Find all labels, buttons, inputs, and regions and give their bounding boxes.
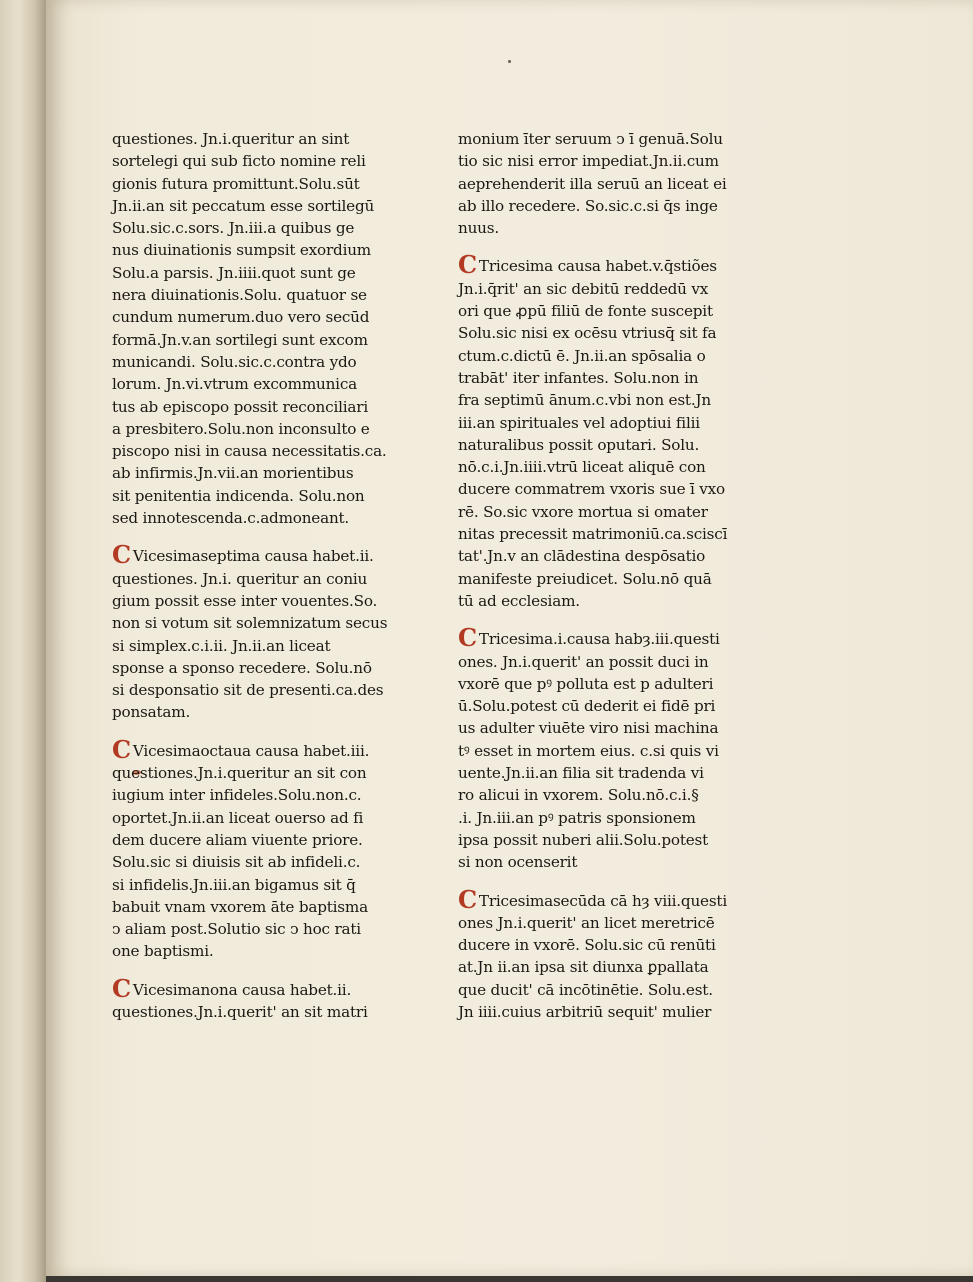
text-line [112, 262, 412, 284]
line-text: ↄ aliam post.Solutio sic ↄ hoc rati [112, 920, 361, 939]
text-line [112, 701, 412, 723]
red-initial-capital: C [112, 734, 131, 764]
text-line [458, 912, 758, 934]
line-text: uente.Jn.ii.an filia sit tradenda vi [458, 764, 704, 783]
text-line [458, 807, 758, 829]
text-line [112, 507, 412, 529]
line-text: babuit vnam vxorem āte baptisma [112, 897, 368, 916]
text-line [458, 851, 758, 873]
text-line [458, 217, 758, 239]
text-line [458, 784, 758, 806]
text-line [112, 217, 412, 239]
text-line [112, 896, 412, 918]
text-line [112, 829, 412, 851]
line-text: nitas precessit matrimoniū.ca.sciscī [458, 525, 728, 544]
right-text-column [458, 128, 758, 1039]
text-line [458, 501, 758, 523]
line-text: tat'.Jn.v an clādestina despōsatio [458, 547, 706, 566]
red-initial-capital: C [112, 973, 131, 1003]
line-text: monium īter seruum ↄ ī genuā.Solu [458, 130, 723, 148]
line-text: nera diuinationis.Solu. quatuor se [112, 286, 367, 305]
text-line [112, 940, 412, 962]
line-text: non si votum sit solemnizatum secus [112, 614, 388, 633]
text-line [458, 128, 758, 150]
text-paragraph [112, 734, 412, 963]
line-text: ab illo recedere. So.sic.c.si q̄s inge [458, 196, 718, 215]
text-line [458, 623, 758, 653]
text-line [458, 150, 758, 172]
red-initial-capital: C [458, 623, 477, 653]
line-text: aeprehenderit illa seruū an liceat ei [458, 174, 727, 193]
line-text: questiones.Jn.i.querit' an sit matri [112, 1002, 368, 1021]
line-text: one baptismi. [112, 942, 214, 961]
text-line [112, 657, 412, 679]
text-line [458, 389, 758, 411]
line-text: fra septimū ānum.c.vbi non est.Jn [458, 391, 711, 410]
line-text: a presbitero.Solu.non inconsulto e [112, 419, 370, 438]
line-text: Solu.sic nisi ex ocēsu vtriusq̄ sit fa [458, 324, 717, 343]
text-line [458, 345, 758, 367]
line-text: us adulter viuēte viro nisi machina [458, 719, 719, 738]
line-text: rē. So.sic vxore mortua si omater [458, 502, 708, 521]
line-text: si simplex.c.i.ii. Jn.ii.an liceat [112, 636, 331, 655]
text-line [112, 973, 412, 1003]
text-line [458, 173, 758, 195]
line-text: tio sic nisi error impediat.Jn.ii.cum [458, 152, 719, 171]
text-line [112, 485, 412, 507]
text-line [112, 874, 412, 896]
text-line [112, 373, 412, 395]
text-line [112, 807, 412, 829]
text-line [458, 322, 758, 344]
line-text: que ducit' cā incōtinētie. Solu.est. [458, 980, 713, 999]
line-text: ones Jn.i.querit' an licet meretricē [458, 913, 715, 932]
text-line [458, 412, 758, 434]
text-line [112, 784, 412, 806]
line-text: ducere commatrem vxoris sue ī vxo [458, 480, 725, 499]
left-text-column [112, 128, 412, 1039]
line-text: Jn.ii.an sit peccatum esse sortilegū [112, 196, 375, 215]
text-line [458, 673, 758, 695]
text-line [112, 306, 412, 328]
line-text: nō.c.i.Jn.iiii.vtrū liceat aliquē con [458, 458, 706, 477]
line-text: tus ab episcopo possit reconciliari [112, 397, 368, 416]
text-line [112, 612, 412, 634]
line-text: Tricesima causa habet.v.q̄stiões [478, 257, 717, 276]
text-line [458, 762, 758, 784]
text-line [458, 884, 758, 914]
text-line [458, 278, 758, 300]
line-text: dem ducere aliam viuente priore. [112, 830, 363, 849]
text-paragraph [112, 540, 412, 723]
text-line [112, 734, 412, 764]
text-line [458, 1001, 758, 1023]
text-line [458, 651, 758, 673]
line-text: questiones.Jn.i.queritur an sit con [112, 764, 367, 783]
text-line [112, 284, 412, 306]
line-text: vxorē que pꝰ polluta est p adulteri [458, 674, 714, 693]
line-text: si non ocenserit [458, 853, 578, 872]
red-initial-capital: C [458, 884, 477, 914]
text-paragraph [458, 250, 758, 612]
red-initial-capital: C [112, 540, 131, 570]
ink-speck [508, 60, 511, 63]
line-text: tꝰ esset in mortem eius. c.si quis vi [458, 741, 719, 760]
book-spine-edge [0, 0, 46, 1282]
line-text: ro alicui in vxorem. Solu.nō.c.i.§ [458, 786, 699, 805]
text-line [112, 540, 412, 570]
red-initial-capital: C [458, 250, 477, 280]
line-text: Vicesimaoctaua causa habet.iii. [132, 741, 370, 760]
line-text: oportet.Jn.ii.an liceat ouerso ad fi [112, 808, 364, 827]
text-line [112, 590, 412, 612]
line-text: at.Jn ii.an ipsa sit diunxa ꝑpallata [458, 958, 709, 977]
line-text: gionis futura promittunt.Solu.sūt [112, 174, 360, 193]
text-line [458, 979, 758, 1001]
text-line [112, 635, 412, 657]
line-text: si desponsatio sit de presenti.ca.des [112, 681, 384, 700]
line-text: .i. Jn.iii.an pꝰ patris sponsionem [458, 808, 696, 827]
text-line [112, 762, 412, 784]
text-line [112, 396, 412, 418]
text-line [112, 918, 412, 940]
text-line [458, 717, 758, 739]
line-text: tū ad ecclesiam. [458, 591, 580, 610]
line-text: trabāt' iter infantes. Solu.non in [458, 368, 699, 387]
line-text: cundum numerum.duo vero secūd [112, 308, 370, 327]
line-text: formā.Jn.v.an sortilegi sunt excom [112, 330, 368, 349]
line-text: questiones. Jn.i.queritur an sint [112, 130, 350, 148]
line-text: Tricesima.i.causa habȝ.iii.questi [478, 630, 720, 649]
line-text: piscopo nisi in causa necessitatis.ca. [112, 442, 387, 461]
line-text: lorum. Jn.vi.vtrum excommunica [112, 375, 358, 394]
line-text: sed innotescenda.c.admoneant. [112, 509, 350, 528]
line-text: naturalibus possit oputari. Solu. [458, 435, 700, 454]
text-line [458, 434, 758, 456]
text-line [112, 195, 412, 217]
line-text: iii.an spirituales vel adoptiui filii [458, 413, 700, 432]
line-text: manifeste preiudicet. Solu.nō quā [458, 569, 712, 588]
line-text: ponsatam. [112, 703, 191, 722]
line-text: gium possit esse inter vouentes.So. [112, 591, 378, 610]
text-line [458, 300, 758, 322]
text-line [458, 523, 758, 545]
text-line [112, 851, 412, 873]
text-line [112, 351, 412, 373]
text-paragraph [458, 623, 758, 873]
line-text: Tricesimasecūda cā hȝ viii.questi [478, 891, 727, 910]
text-line [458, 956, 758, 978]
line-text: ctum.c.dictū ē. Jn.ii.an spōsalia o [458, 346, 706, 365]
line-text: Solu.sic si diuisis sit ab infideli.c. [112, 853, 361, 872]
text-line [458, 195, 758, 217]
text-line [112, 329, 412, 351]
text-line [112, 679, 412, 701]
text-line [458, 695, 758, 717]
line-text: Jn iiii.cuius arbitriū sequit' mulier [458, 1002, 712, 1021]
text-paragraph [112, 128, 412, 529]
text-line [112, 239, 412, 261]
line-text: nuus. [458, 219, 499, 238]
line-text: iugium inter infideles.Solu.non.c. [112, 786, 362, 805]
text-line [458, 250, 758, 280]
line-text: ipsa possit nuberi alii.Solu.potest [458, 830, 709, 849]
line-text: sponse a sponso recedere. Solu.nō [112, 658, 372, 677]
line-text: si infidelis.Jn.iii.an bigamus sit q̄ [112, 875, 356, 894]
text-line [112, 150, 412, 172]
line-text: sit penitentia indicenda. Solu.non [112, 486, 365, 505]
line-text: Solu.sic.c.sors. Jn.iii.a quibus ge [112, 219, 355, 238]
line-text: ab infirmis.Jn.vii.an morientibus [112, 464, 354, 483]
line-text: Vicesimaseptima causa habet.ii. [132, 547, 374, 566]
line-text: Jn.i.q̄rit' an sic debitū reddedū vx [458, 279, 709, 298]
text-line [112, 1001, 412, 1023]
text-line [458, 829, 758, 851]
text-line [458, 590, 758, 612]
line-text: nus diuinationis sumpsit exordium [112, 241, 372, 260]
line-text: municandi. Solu.sic.c.contra ydo [112, 352, 357, 371]
line-text: Solu.a parsis. Jn.iiii.quot sunt ge [112, 263, 356, 282]
line-text: ducere in vxorē. Solu.sic cū renūti [458, 936, 716, 955]
line-text: questiones. Jn.i. queritur an coniu [112, 569, 368, 588]
text-line [112, 440, 412, 462]
text-line [458, 478, 758, 500]
text-paragraph [458, 128, 758, 239]
text-line [458, 740, 758, 762]
text-line [112, 462, 412, 484]
text-line [458, 545, 758, 567]
line-text: ū.Solu.potest cū dederit ei fidē pri [458, 697, 716, 716]
text-line [112, 568, 412, 590]
line-text: Vicesimanona causa habet.ii. [132, 980, 352, 999]
text-paragraph [112, 973, 412, 1024]
line-text: sortelegi qui sub ficto nomine reli [112, 152, 366, 171]
text-line [112, 128, 412, 150]
text-line [458, 568, 758, 590]
line-text: ori que ꝓpū filiū de fonte suscepit [458, 302, 713, 321]
text-line [458, 456, 758, 478]
text-line [112, 173, 412, 195]
text-line [458, 934, 758, 956]
line-text: ones. Jn.i.querit' an possit duci in [458, 652, 709, 671]
text-line [458, 367, 758, 389]
text-paragraph [458, 884, 758, 1024]
text-line [112, 418, 412, 440]
